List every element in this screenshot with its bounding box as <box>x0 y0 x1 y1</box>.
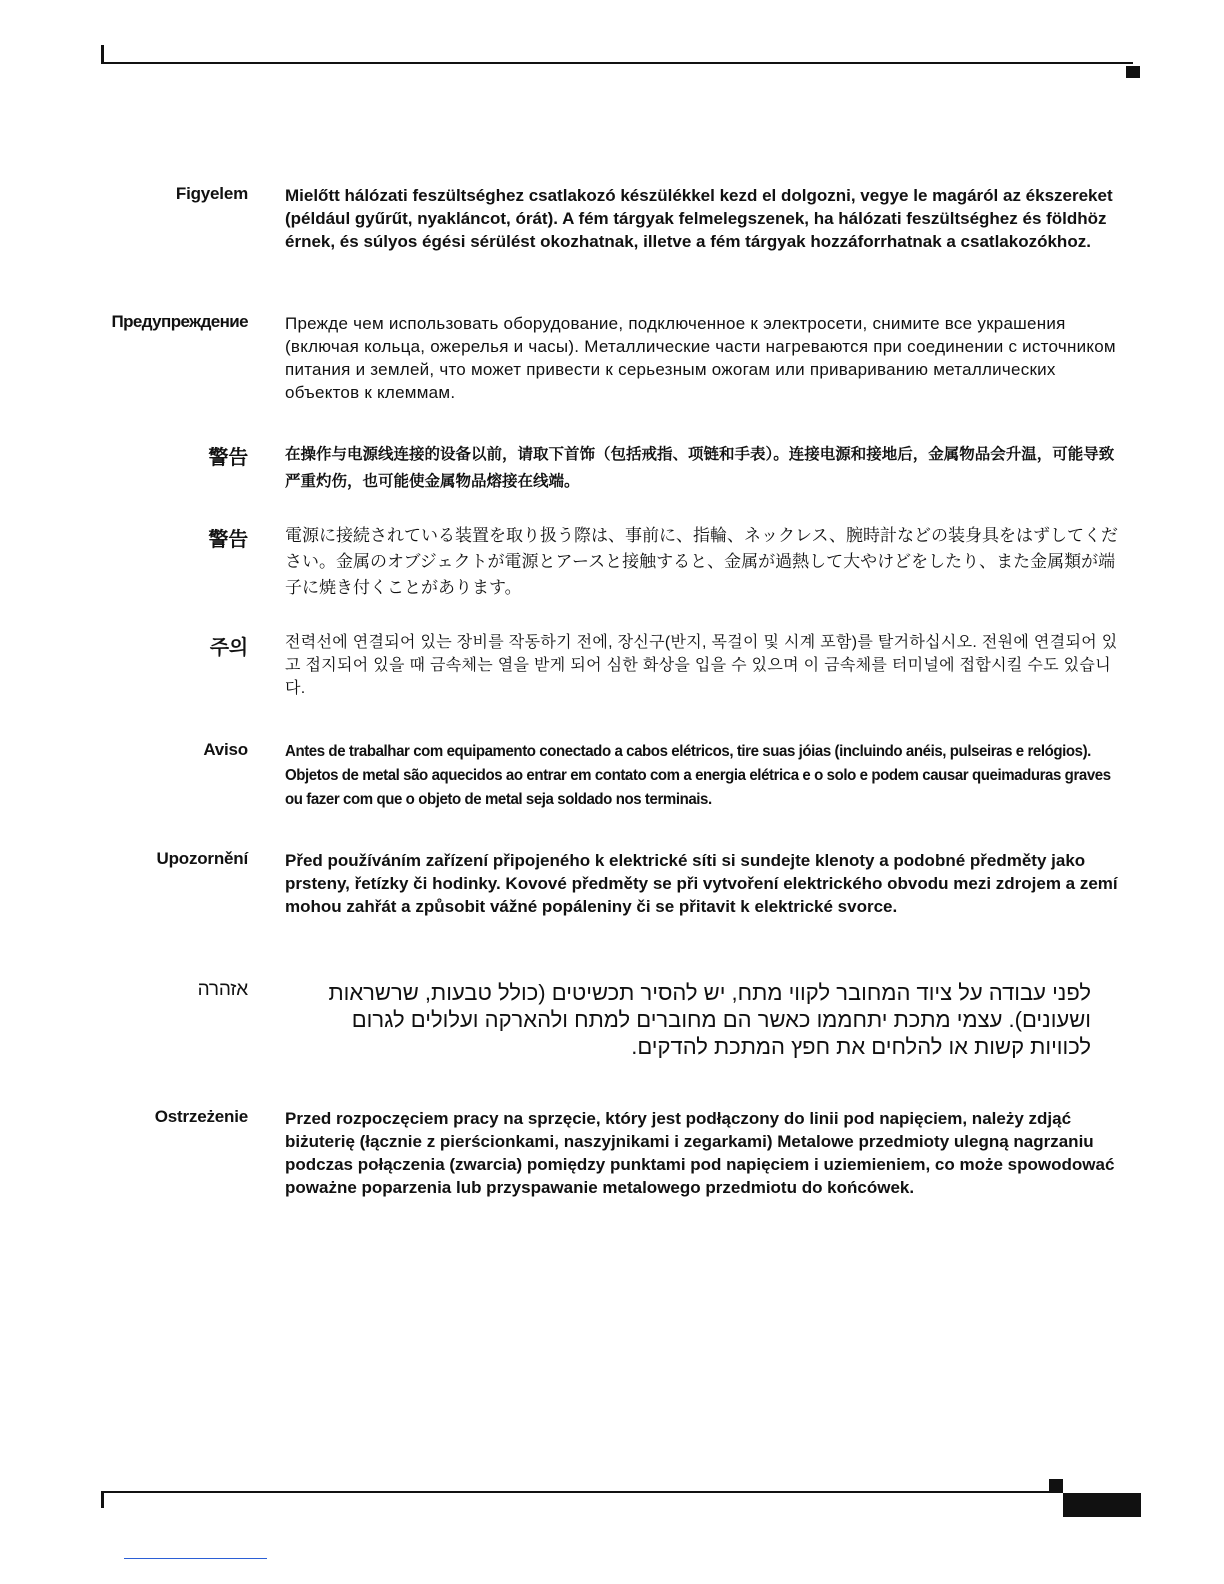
page-number-tab <box>1063 1493 1141 1517</box>
warning-text: Před používáním zařízení připojeného k elektrické síti si sundejte klenoty a podobné předměty jako prsteny, řetízky či hodinky. Kovové předměty se při vytvoření elektrického obvodu mezi zdrojem a zemí mohou zahřát a způsobit vážné popáleniny či se přitavit k elektrické svorce. <box>285 851 1118 916</box>
warning-label: Upozornění <box>156 849 248 868</box>
warning-label: Aviso <box>203 740 248 759</box>
warning-text: Antes de trabalhar com equipamento conectado a cabos elétricos, tire suas jóias (incluindo anéis, pulseiras e relógios). Objetos de metal são aquecidos ao entrar em contato com a energia elétrica e o solo e podem causar queimaduras graves ou fazer com que o objeto de metal seja soldado nos terminais. <box>285 743 1111 808</box>
warning-label: Ostrzeżenie <box>154 1107 248 1126</box>
warning-text: Przed rozpoczęciem pracy na sprzęcie, który jest podłączony do linii pod napięciem, należy zdjąć biżuterię (łącznie z pierścionkami, naszyjnikami i zegarkami) Metalowe przedmioty ulegną nagrzaniu podczas połączenia (zwarcia) pomiędzy punktami pod napięciem i uziemieniem, co może spowodować poważne poparzenia lub przyspawanie metalowego przedmiotu do końcówek. <box>285 1109 1115 1197</box>
warning-text: Прежде чем использовать оборудование, подключенное к электросети, снимите все украшения (включая кольца, ожерелья и часы). Металлические части нагреваются при соединении с источником питания и землей, что может привести к серьезным ожогам или привариванию металлических объектов к клеммам. <box>285 314 1116 402</box>
warning-label: Предупреждение <box>111 312 248 331</box>
header-rule <box>101 62 1133 64</box>
warning-label: 주의 <box>209 637 248 659</box>
warning-label: אזהרה <box>197 979 248 1000</box>
footer-rule <box>101 1491 1061 1493</box>
warning-label: 警告 <box>208 529 248 551</box>
warning-text: 전력선에 연결되어 있는 장비를 작동하기 전에, 장신구(반지, 목걸이 및 시계 포함)를 탈거하십시오. 전원에 연결되어 있고 접지되어 있을 때 금속체는 열을 받게 되어 심한 화상을 입을 수 있으며 이 금속체를 터미널에 접합시킬 수도 있습니다. <box>285 634 1118 697</box>
footer-link-underline <box>124 1558 267 1559</box>
footer-rule-tick <box>101 1493 104 1508</box>
warning-text: לפני עבודה על ציוד המחובר לקווי מתח, יש להסיר תכשיטים (כולל טבעות, שרשראות ושעונים). עצמי מתכת יתחממו כאשר הם מחוברים למתח ולהארקה ועלולים לגרום לכוויות קשות או להלחים את חפץ המתכת להדקים. <box>328 980 1091 1059</box>
warning-label: 警告 <box>208 447 248 469</box>
warning-text: Mielőtt hálózati feszültséghez csatlakozó készülékkel kezd el dolgozni, vegye le magáról az ékszereket (például gyűrűt, nyakláncot, órát). A fém tárgyak felmelegszenek, ha hálózati feszültséghez és földhöz érnek, és súlyos égési sérülést okozhatnak, illetve a fém tárgyak hozzáforrhatnak a csatlakozókhoz. <box>285 186 1113 251</box>
warning-label: Figyelem <box>175 184 248 203</box>
warning-text: 在操作与电源线连接的设备以前，请取下首饰（包括戒指、项链和手表）。连接电源和接地后，金属物品会升温，可能导致严重灼伤，也可能使金属物品熔接在线端。 <box>285 446 1115 490</box>
header-marker <box>1126 66 1140 78</box>
warning-text: 電源に接続されている装置を取り扱う際は、事前に、指輪、ネックレス、腕時計などの装身具をはずしてください。金属のオブジェクトが電源とアースと接触すると、金属が過熱して大やけどをしたり、また金属類が端子に焼き付くことがあります。 <box>285 526 1118 597</box>
